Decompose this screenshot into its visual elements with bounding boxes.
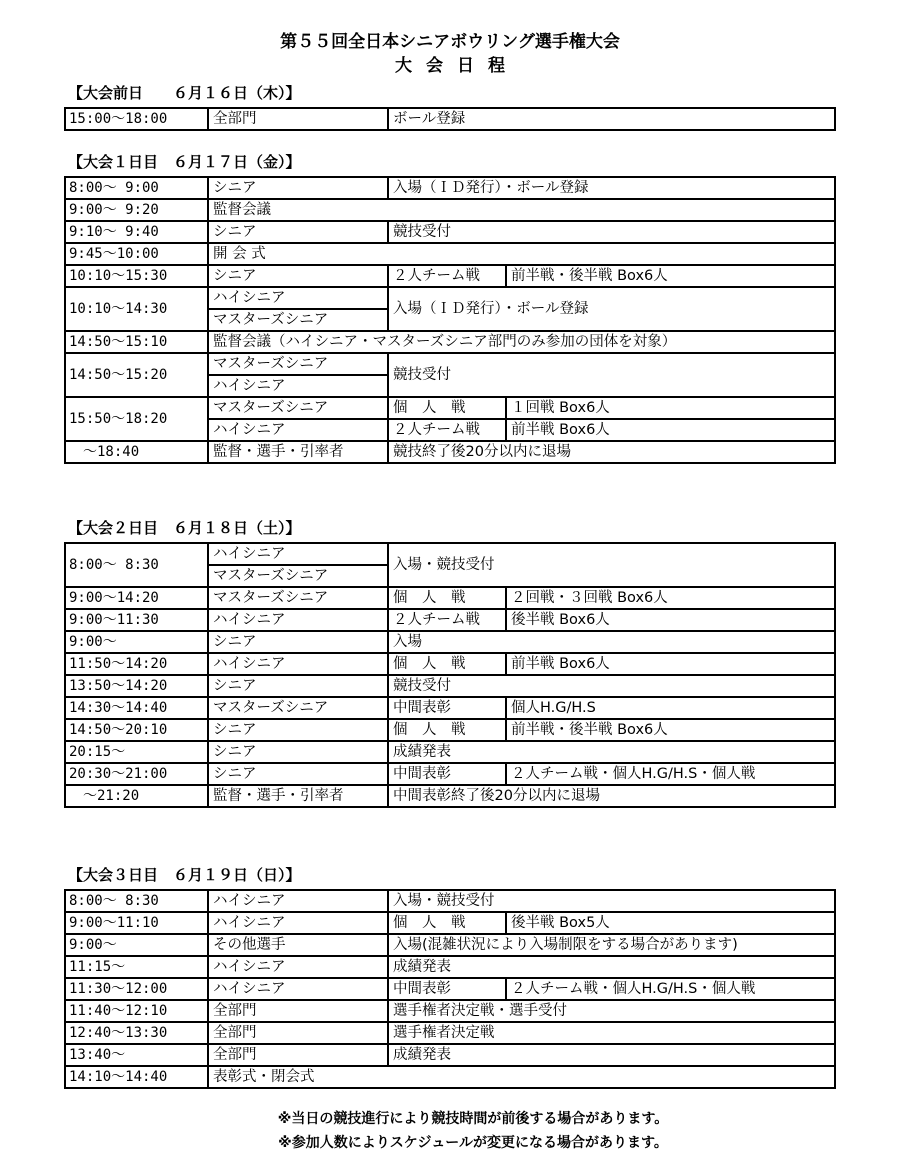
detail-cell: 前半戦 Box6人: [506, 653, 835, 675]
table-row: [65, 785, 835, 807]
group-cell: 表彰式・閉会式: [208, 1066, 835, 1088]
group-cell: シニア: [208, 265, 388, 287]
time-cell: 14:50～15:10: [65, 331, 208, 353]
group-cell: シニア: [208, 221, 388, 243]
group-cell: シニア: [208, 763, 388, 785]
group-cell: シニア: [208, 741, 388, 763]
time-cell: 8:00～ 8:30: [65, 890, 208, 912]
page-subtitle: 大会日程: [395, 56, 519, 76]
event-cell: 入場: [388, 631, 835, 653]
event-cell: 個 人 戦: [388, 912, 506, 934]
table-row: [65, 890, 835, 912]
time-cell: 11:50～14:20: [65, 653, 208, 675]
table-row: [65, 1022, 835, 1044]
group-cell: ハイシニア: [208, 978, 388, 1000]
group-cell: ハイシニア: [208, 890, 388, 912]
group-cell: 全部門: [208, 1022, 388, 1044]
table-row: [65, 108, 835, 130]
time-cell: 13:50～14:20: [65, 675, 208, 697]
group-cell: その他選手: [208, 934, 388, 956]
event-cell: 成績発表: [388, 1044, 835, 1066]
event-cell: 成績発表: [388, 741, 835, 763]
footnote: ※当日の競技進行により競技時間が前後する場合があります。: [277, 1111, 669, 1127]
group-cell: マスターズシニア: [208, 309, 388, 331]
time-cell: 9:10～ 9:40: [65, 221, 208, 243]
event-cell: 競技受付: [388, 675, 835, 697]
event-cell: 個 人 戦: [388, 587, 506, 609]
group-cell: 監督・選手・引率者: [208, 441, 388, 463]
detail-cell: ２回戦・３回戦 Box6人: [506, 587, 835, 609]
event-cell: 個 人 戦: [388, 397, 506, 419]
time-cell: 14:50～20:10: [65, 719, 208, 741]
table-row: [65, 199, 835, 221]
group-cell: ハイシニア: [208, 609, 388, 631]
group-cell: シニア: [208, 177, 388, 199]
schedule-table-day1: [64, 176, 836, 464]
detail-cell: 前半戦 Box6人: [506, 419, 835, 441]
table-row: [65, 287, 835, 309]
group-cell: 監督会議: [208, 199, 835, 221]
table-row: [65, 719, 835, 741]
table-row: [65, 631, 835, 653]
day-header-pre: 【大会前日 ６月１６日（木）】: [68, 84, 301, 102]
time-cell: 11:30～12:00: [65, 978, 208, 1000]
day-header-day3: 【大会３日目 ６月１９日（日）】: [68, 866, 301, 884]
schedule-table-day2: [64, 542, 836, 808]
group-cell: ハイシニア: [208, 543, 388, 565]
time-cell: 8:00～ 9:00: [65, 177, 208, 199]
detail-cell: ２人チーム戦・個人H.G/H.S・個人戦: [506, 978, 835, 1000]
time-cell: 20:15～: [65, 741, 208, 763]
time-cell: 14:50～15:20: [65, 353, 208, 397]
table-row: [65, 609, 835, 631]
table-row: [65, 741, 835, 763]
time-cell: 9:00～11:30: [65, 609, 208, 631]
time-cell: 14:10～14:40: [65, 1066, 208, 1088]
table-row: [65, 763, 835, 785]
detail-cell: 前半戦・後半戦 Box6人: [506, 719, 835, 741]
time-cell: 10:10～15:30: [65, 265, 208, 287]
event-cell: 選手権者決定戦: [388, 1022, 835, 1044]
event-cell: 入場（ＩＤ発行）・ボール登録: [388, 287, 835, 331]
event-cell: 個 人 戦: [388, 653, 506, 675]
group-cell: マスターズシニア: [208, 397, 388, 419]
time-cell: 9:00～14:20: [65, 587, 208, 609]
group-cell: マスターズシニア: [208, 697, 388, 719]
time-cell: 11:15～: [65, 956, 208, 978]
group-cell: マスターズシニア: [208, 565, 388, 587]
group-cell: シニア: [208, 631, 388, 653]
table-row: [65, 1044, 835, 1066]
group-cell: ハイシニア: [208, 912, 388, 934]
detail-cell: １回戦 Box6人: [506, 397, 835, 419]
event-cell: 入場・競技受付: [388, 890, 835, 912]
table-row: [65, 978, 835, 1000]
detail-cell: 後半戦 Box6人: [506, 609, 835, 631]
page-title: 第５５回全日本シニアボウリング選手権大会: [280, 32, 620, 52]
group-cell: 全部門: [208, 1000, 388, 1022]
table-row: [65, 587, 835, 609]
table-row: [65, 177, 835, 199]
event-cell: 競技終了後20分以内に退場: [388, 441, 835, 463]
time-cell: 9:45～10:00: [65, 243, 208, 265]
time-cell: ～18:40: [65, 441, 208, 463]
time-cell: 9:00～: [65, 934, 208, 956]
event-cell: 成績発表: [388, 956, 835, 978]
group-cell: 監督会議（ハイシニア・マスターズシニア部門のみ参加の団体を対象）: [208, 331, 835, 353]
group-cell: マスターズシニア: [208, 353, 388, 375]
schedule-table-pre: [64, 107, 836, 131]
time-cell: 20:30～21:00: [65, 763, 208, 785]
event-cell: 入場（ＩＤ発行）・ボール登録: [388, 177, 835, 199]
time-cell: 9:00～ 9:20: [65, 199, 208, 221]
event-cell: 選手権者決定戦・選手受付: [388, 1000, 835, 1022]
table-row: [65, 675, 835, 697]
time-cell: 8:00～ 8:30: [65, 543, 208, 587]
event-cell: 入場・競技受付: [388, 543, 835, 587]
group-cell: 開 会 式: [208, 243, 835, 265]
table-row: [65, 397, 835, 419]
event-cell: 中間表彰: [388, 697, 506, 719]
table-row: [65, 912, 835, 934]
event-cell: ２人チーム戦: [388, 609, 506, 631]
time-cell: 9:00～: [65, 631, 208, 653]
event-cell: 中間表彰終了後20分以内に退場: [388, 785, 835, 807]
time-cell: 12:40～13:30: [65, 1022, 208, 1044]
detail-cell: 個人H.G/H.S: [506, 697, 835, 719]
group-cell: 全部門: [208, 1044, 388, 1066]
schedule-table-day3: [64, 889, 836, 1089]
table-row: [65, 243, 835, 265]
table-row: [65, 353, 835, 375]
time-cell: ～21:20: [65, 785, 208, 807]
event-cell: 中間表彰: [388, 978, 506, 1000]
event-cell: 競技受付: [388, 221, 835, 243]
table-row: [65, 543, 835, 565]
event-cell: ボール登録: [388, 108, 835, 130]
time-cell: 15:50～18:20: [65, 397, 208, 441]
group-cell: 全部門: [208, 108, 388, 130]
group-cell: ハイシニア: [208, 287, 388, 309]
table-row: [65, 653, 835, 675]
time-cell: 10:10～14:30: [65, 287, 208, 331]
group-cell: ハイシニア: [208, 419, 388, 441]
time-cell: 13:40～: [65, 1044, 208, 1066]
detail-cell: 後半戦 Box5人: [506, 912, 835, 934]
day-header-day2: 【大会２日目 ６月１８日（土）】: [68, 519, 301, 537]
table-row: [65, 1000, 835, 1022]
group-cell: シニア: [208, 719, 388, 741]
day-header-day1: 【大会１日目 ６月１７日（金）】: [68, 153, 301, 171]
table-row: [65, 265, 835, 287]
event-cell: 中間表彰: [388, 763, 506, 785]
event-cell: 競技受付: [388, 353, 835, 397]
table-row: [65, 956, 835, 978]
time-cell: 15:00～18:00: [65, 108, 208, 130]
group-cell: ハイシニア: [208, 653, 388, 675]
group-cell: ハイシニア: [208, 956, 388, 978]
time-cell: 14:30～14:40: [65, 697, 208, 719]
group-cell: ハイシニア: [208, 375, 388, 397]
detail-cell: ２人チーム戦・個人H.G/H.S・個人戦: [506, 763, 835, 785]
table-row: [65, 441, 835, 463]
table-row: [65, 697, 835, 719]
footnote: ※参加人数によりスケジュールが変更になる場合があります。: [278, 1135, 668, 1151]
event-cell: ２人チーム戦: [388, 419, 506, 441]
event-cell: 個 人 戦: [388, 719, 506, 741]
group-cell: シニア: [208, 675, 388, 697]
group-cell: マスターズシニア: [208, 587, 388, 609]
time-cell: 9:00～11:10: [65, 912, 208, 934]
group-cell: 監督・選手・引率者: [208, 785, 388, 807]
event-cell: ２人チーム戦: [388, 265, 506, 287]
table-row: [65, 934, 835, 956]
table-row: [65, 331, 835, 353]
table-row: [65, 1066, 835, 1088]
time-cell: 11:40～12:10: [65, 1000, 208, 1022]
table-row: [65, 221, 835, 243]
event-cell: 入場(混雑状況により入場制限をする場合があります): [388, 934, 835, 956]
detail-cell: 前半戦・後半戦 Box6人: [506, 265, 835, 287]
